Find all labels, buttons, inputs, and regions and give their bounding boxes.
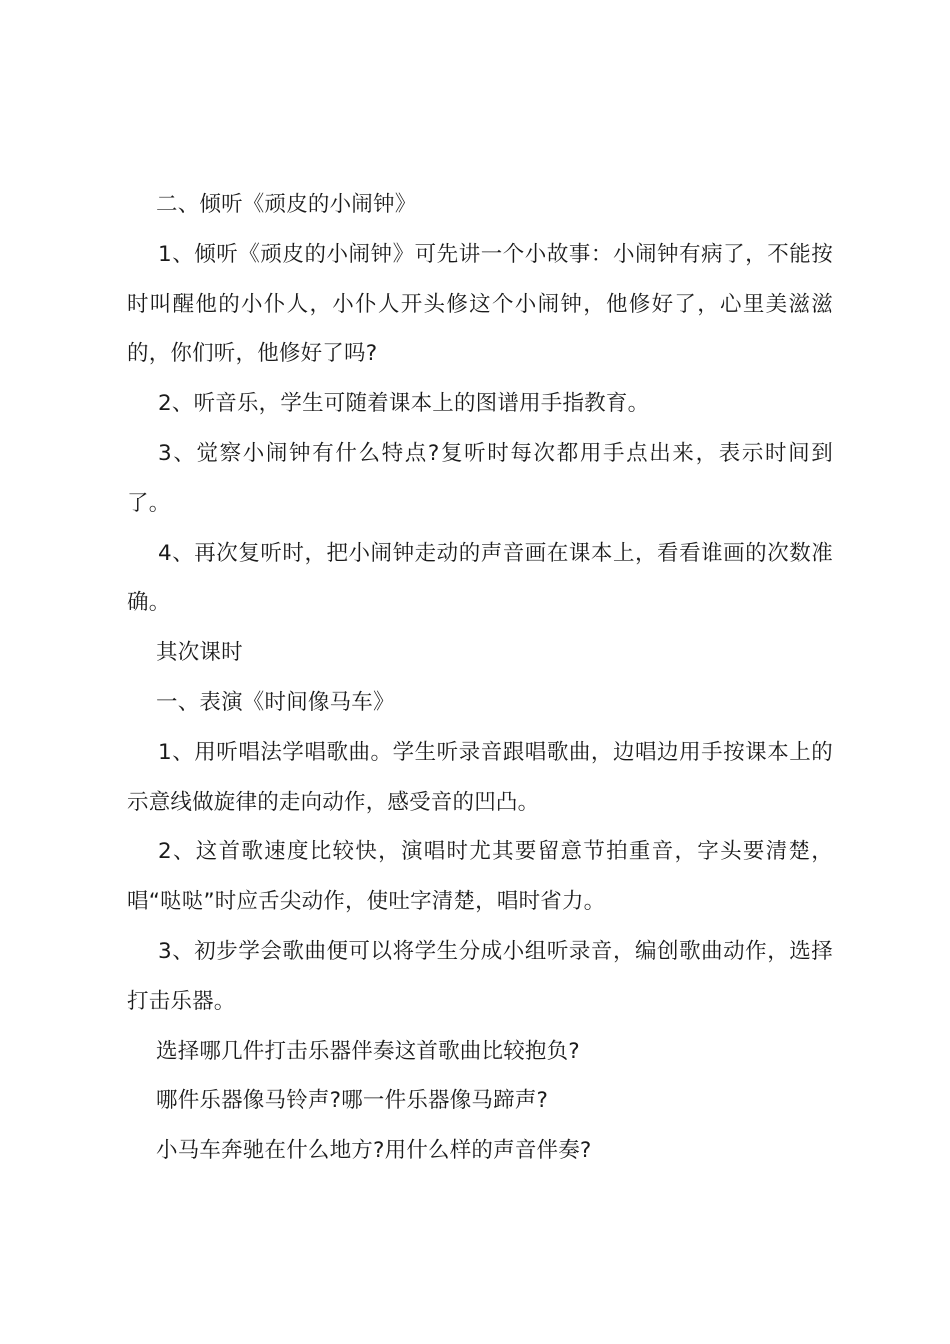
list-item: 2、这首歌速度比较快，演唱时尤其要留意节拍重音，字头要清楚，唱“哒哒”时应舌尖动作，使吐字清楚，唱时省力。 bbox=[127, 839, 833, 915]
document-body bbox=[127, 180, 833, 1176]
list-item: 1、倾听《顽皮的小闹钟》可先讲一个小故事：小闹钟有病了，不能按时叫醒他的小仆人，小仆人开头修这个小闹钟，他修好了，心里美滋滋的，你们听，他修好了吗? bbox=[127, 241, 833, 367]
section-heading: 二、倾听《顽皮的小闹钟》 bbox=[156, 192, 417, 217]
list-item: 1、用听唱法学唱歌曲。学生听录音跟唱歌曲，边唱边用手按课本上的示意线做旋律的走向动作，感受音的凹凸。 bbox=[127, 739, 833, 815]
question-line: 哪件乐器像马铃声?哪一件乐器像马蹄声? bbox=[156, 1088, 549, 1114]
list-item: 3、初步学会歌曲便可以将学生分成小组听录音，编创歌曲动作，选择打击乐器。 bbox=[127, 938, 833, 1014]
list-item: 3、觉察小闹钟有什么特点?复听时每次都用手点出来，表示时间到了。 bbox=[127, 440, 833, 516]
list-item: 2、听音乐，学生可随着课本上的图谱用手指教育。 bbox=[158, 391, 650, 417]
question-line: 小马车奔驰在什么地方?用什么样的声音伴奏? bbox=[156, 1138, 592, 1164]
section-heading: 一、表演《时间像马车》 bbox=[156, 689, 395, 715]
question-line: 选择哪几件打击乐器伴奏这首歌曲比较抱负? bbox=[156, 1038, 580, 1064]
lesson-title: 其次课时 bbox=[156, 640, 243, 666]
list-item: 4、再次复听时，把小闹钟走动的声音画在课本上，看看谁画的次数准确。 bbox=[127, 540, 833, 616]
